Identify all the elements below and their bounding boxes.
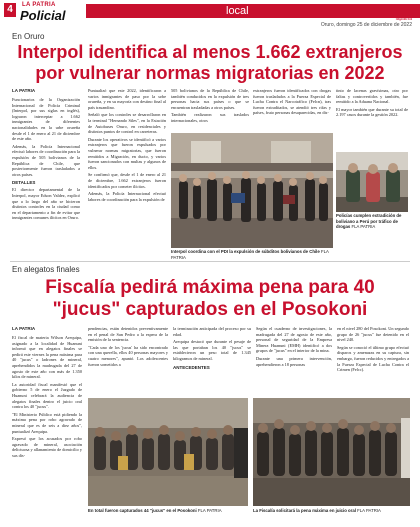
story1-col2-p5: Además, la Policía Internacional efectuó labores de coordinación para la expulsión de <box>88 191 166 202</box>
captured-group-image <box>88 398 248 506</box>
brand-main: Policial <box>20 8 66 23</box>
story2-col5-p1: en el nivel 280 del Posokoni. Un segundo grupo de 26 "jucus" fue detenido en el nivel 240. <box>337 326 409 343</box>
story1-col3-p1: 505 bolivianos de la República de Chile, también conducidos en la expulsión de tres personas hacia sus países o que se encuentran trasladadas a otros países. <box>171 88 249 110</box>
story1-col2-p4: Se confirmó que, desde el 1 de enero al 21 de diciembre, 1.662 extranjeros fueron identificados por cometer ilícitos. <box>88 172 166 189</box>
story2-photo-right <box>253 398 410 506</box>
story2-col5 <box>337 326 409 372</box>
section-label: local <box>226 5 249 17</box>
story2-col2-p1: pendencias, están detenidos preventivamente en el penal de San Pedro a la espera de la emisión de la sentencia. <box>88 326 168 343</box>
story2-photo-left-caption <box>88 508 248 514</box>
story1-col1 <box>12 88 80 263</box>
dateline: Oruro, domingo 25 de diciembre de 2022 <box>320 22 412 28</box>
story2-kicker: En alegatos finales <box>12 265 80 274</box>
story1-caption1-text: Interpol coordina con el PDI la expulsión de súbditos bolivianos de Chile <box>171 249 320 254</box>
story2-photo-right-caption <box>253 508 410 514</box>
story1-headline: Interpol identifica al menos 1.662 extranjeros por vulnerar normas migratorias en 2022 <box>17 42 403 83</box>
story1-photo-side <box>336 152 408 212</box>
story2-col3 <box>173 326 251 372</box>
story1-col2-p3: Durante los operativos se identificó a varios extranjeros que fueron expulsados por vulnerar normas migratorias, que fueron remitidos a Migración, en ducto, y varios fueron sancionados con multas y algunos de ellos. <box>88 136 166 170</box>
story2-caption2-credit: FLA PATRIA <box>357 508 381 513</box>
story2-caption1-credit: FLA PATRIA <box>197 508 222 513</box>
story1-col2 <box>88 88 166 246</box>
brand-top: LA PATRIA <box>22 2 56 8</box>
story2-col1-p4: Expresó que los acusados por robo agravado de mineral, asociación delictuosa y allanamiento de domicilio y sus dis- <box>12 436 82 458</box>
story2-col1-p3: "El Ministerio Público está pidiendo la máxima pena por robo agravado de mineral que es de seis a diez años", puntualizó Arequipa. <box>12 411 82 434</box>
police-escort-image <box>336 152 408 212</box>
detainees-seated-image <box>253 398 410 506</box>
story2-col3-p2: Arequipa destacó que durante el pesaje de las que portaban los 40 "jucus" se establecieron un peso total de 1.345 kilogramos de mineral. <box>173 339 251 361</box>
story2-caption2-text: La Fiscalía solicitará la pena máxima en juicio oral <box>253 508 356 513</box>
page-number: 4 <box>4 3 16 17</box>
story1-caption2-credit: FLA PATRIA <box>351 224 376 229</box>
story2-col2 <box>88 326 168 372</box>
story1-byline: LA PATRIA <box>12 88 36 93</box>
story1-photo-main-caption <box>171 249 331 260</box>
story1-col3-p2: También realizaron sus traslados internacionales, otros <box>171 112 249 123</box>
story1-caption1-credit: FLA PATRIA <box>171 249 329 260</box>
story2-col4-p2: Durante una primera intervención, aprehendieron a 18 personas <box>256 355 332 367</box>
story2-headline: Fiscalía pedirá máxima pena para 40 "jucus" capturados en el Posokoni <box>45 277 375 320</box>
story2-col5-p2: Según se conoció el último grupo efectuó disparos y amenazas en su captura, sin embargo, fueron reducidos y entregados a la Fuerza Especial de Lucha Contra el Crimen (Felcc). <box>337 344 409 372</box>
story2-col3-p1: la terminación anticipada del proceso por su edad. <box>173 326 251 337</box>
story-divider <box>10 261 410 262</box>
story1-col4 <box>253 88 331 132</box>
story1-col3 <box>171 88 249 132</box>
story2-subhead: ANTECEDENTES <box>173 364 210 370</box>
story1-photo-side-caption <box>336 213 408 230</box>
story1-kicker: En Oruro <box>12 32 45 41</box>
story2-byline: LA PATRIA <box>12 326 36 331</box>
site-name: lapatria <box>395 16 412 22</box>
story1-col1-p2: Además, la Policía Internacional efectuó labores de coordinación para la expulsión de 505 bolivianos de la República de Chile, que posteriormente fueron trasladados a otros países. <box>12 143 80 177</box>
story2-photo-left <box>88 398 248 506</box>
story1-col4-p1: extranjeros fueron identificados con drogas fueron trasladados a la Fuerza Especial de Lucha Contra el Narcotráfico (Felcn), tras fueron extraditados, se atendió tres rifas y países, fruto personas desaparecidas, en dis- <box>253 88 331 116</box>
story1-col5-p2: El mayor también que durante su total de 2.197 casos durante la gestión 2022. <box>336 106 408 118</box>
story1-col2-p2: Señaló que los controles se desarrollaron en la terminal "Hernando Siles", en la Estación de Autobuses Oruro, en residenciales y distintos puntos de control en carreteras. <box>88 112 166 135</box>
story1-col5 <box>336 88 408 150</box>
page-header <box>0 0 420 30</box>
story2-col1 <box>12 326 82 526</box>
story1-col5-p1: tinto de lacenas gravísimas, otro por faltas y controvertidos y también, fue remitido a la Aduana Nacional. <box>336 88 408 105</box>
story2-caption1-text: En total fueron capturados 44 "jucus" en el Posokoni <box>88 508 197 513</box>
story1-col2-p1: Puntualizó que este 2022, identificaron a varios inmigrantes de paso por la urbe orureña, y en su mayoría con destino final al país trasandino. <box>88 88 166 110</box>
story1-col1-p1: Funcionarios de la Organización Internacional de Policía Criminal (Interpol, por sus siglas en inglés), lograron interceptar a 1.662 inmigrantes de diferentes nacionalidades en la urbe orureña desde el 1 de enero al 21 de diciembre de este año. <box>12 97 80 142</box>
story1-col1-p3: El director departamental de la Interpol, mayor Edson Valdez, explicó que a lo largo del año se hicieron distintos controles en la ciudad como en el departamento a fin de evitar que inmigrantes comunes ilícitos en Oruro. <box>12 187 80 221</box>
story2-col4 <box>256 326 332 372</box>
terminal-scene-image <box>171 133 333 248</box>
story1-photo-main <box>171 133 333 248</box>
story2-col1-p2: La autoridad fiscal manifestó que el gobierno 5 de enero el Juzgado de Huanuni celebrará la audiencia de alegatos finales dentro el juicio oral contra los 40 "jucus". <box>12 381 82 410</box>
story2-col2-p2: "Cada uno de los 'jucus' ha sido encontrado con una querella, ellos 40 personas mayores y cuatro menores", apuntó. Los adolescentes fueron sometidos a <box>88 344 168 367</box>
story1-caption2-text: Policías cumplen extradición de boliviano a Perú por tráfico de drogas <box>336 213 402 229</box>
story1-subhead: DETALLES <box>12 180 36 186</box>
story2-col1-p1: El fiscal de materia Wilson Arequipa, asignado a la localidad de Huanuni informó que en alegatos finales se pedirá este viernes la pena máxima para 40 "jucus" o ladrones de mineral, aprehendidos la madrugada del 27 de agosto de este año con más de 1.350 kilos de mineral. <box>12 335 82 380</box>
story2-col4-p1: Según el cuaderno de investigaciones, la madrugada del 27 de agosto de este año, personal de seguridad de la Empresa Minera Huanuni (EMH) identificó a dos grupos de "jucus" en el interior de la mina. <box>256 326 332 354</box>
